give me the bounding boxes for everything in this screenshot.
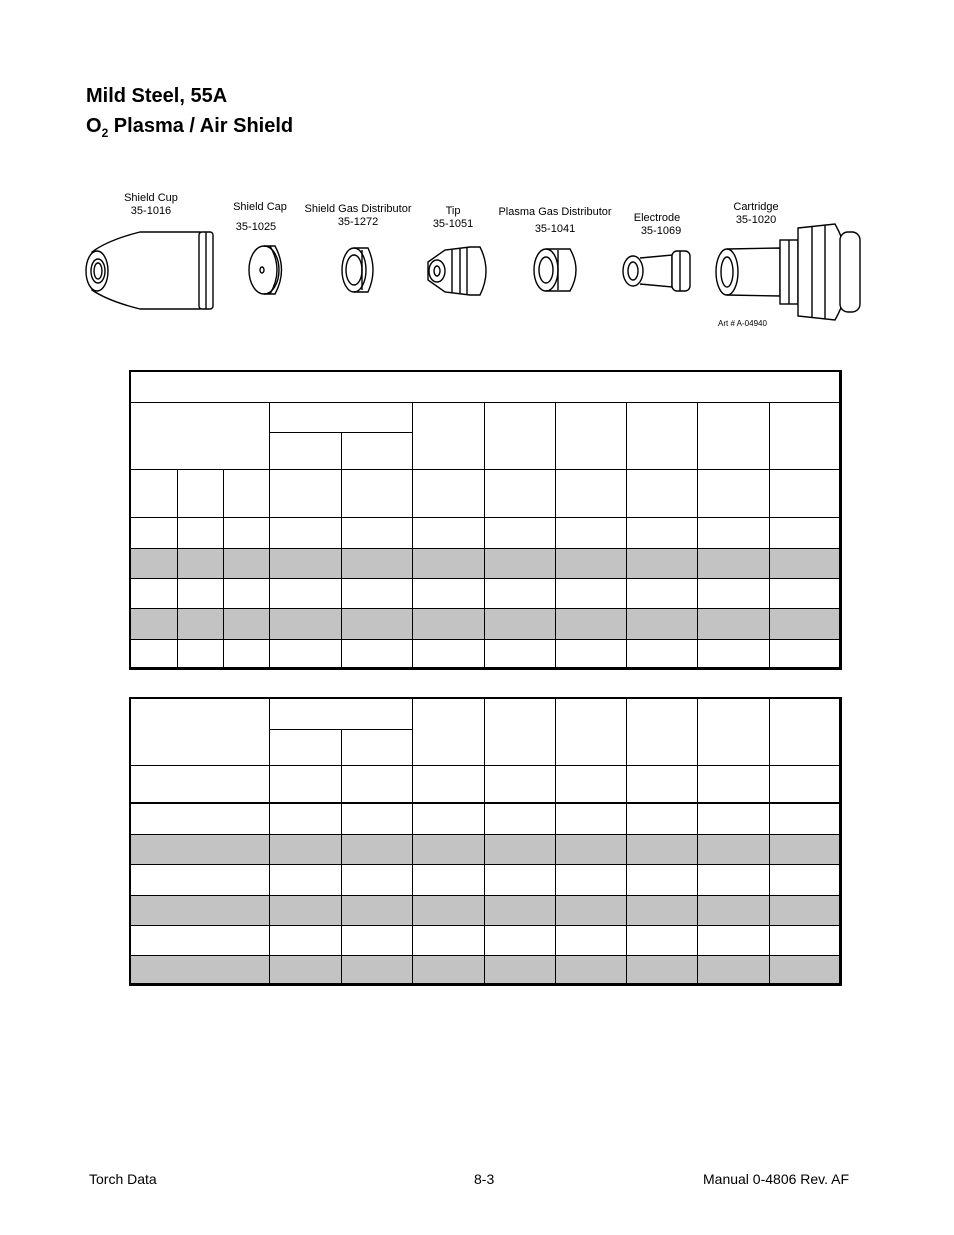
footer-section-name: Torch Data (89, 1171, 157, 1187)
table2-header-cell (412, 698, 484, 765)
table2-header-cell (484, 698, 555, 765)
subtitle-subscript: 2 (101, 126, 109, 140)
table2-header-cell (269, 729, 341, 765)
table2-header-cell (341, 729, 412, 765)
table1-header-cell (555, 402, 626, 469)
torch-parts-illustration (0, 0, 954, 340)
electrode-icon (623, 251, 690, 291)
part-label-electrode: Electrode 35-1069 (633, 212, 682, 237)
part-label-shield-cup: Shield Cup 35-1016 (124, 192, 178, 217)
table1-header-cell (626, 402, 697, 469)
part-label-shield-gas-distributor: Shield Gas Distributor 35-1272 (304, 203, 412, 228)
table-row (130, 864, 840, 895)
table-row (130, 548, 840, 578)
table2-header-cell (269, 698, 412, 729)
table-row (130, 803, 840, 834)
table1-title-cell (130, 371, 840, 402)
tip-icon (428, 247, 486, 295)
table1-header-cell (341, 432, 412, 469)
footer-page-number: 8-3 (474, 1171, 495, 1187)
table2-units-row (130, 765, 840, 803)
table1-header-cell (697, 402, 769, 469)
shield-gas-distributor-icon (342, 248, 373, 292)
part-label-plasma-gas-distributor: Plasma Gas Distributor 35-1041 (498, 206, 612, 235)
table-row (130, 834, 840, 864)
table1-header-cell (484, 402, 555, 469)
table2-header-cell (697, 698, 769, 765)
table-row (130, 578, 840, 608)
table1-header-cell (412, 402, 484, 469)
shield-cup-icon (86, 232, 213, 309)
subtitle-o: O (86, 115, 102, 137)
cut-chart-table-imperial (129, 697, 842, 986)
part-label-shield-cap: Shield Cap 35-1025 (233, 201, 287, 233)
table-row (130, 895, 840, 925)
footer-manual-revision: Manual 0-4806 Rev. AF (703, 1171, 850, 1187)
table2-header-cell (555, 698, 626, 765)
shield-cap-icon (249, 246, 282, 294)
table1-header-cell (269, 402, 412, 432)
table-row (130, 517, 840, 548)
cartridge-icon (716, 224, 860, 320)
table2-header-cell (626, 698, 697, 765)
table1-header-cell (130, 402, 269, 469)
table-row (130, 608, 840, 639)
art-number: Art # A-04940 (718, 319, 767, 328)
part-label-cartridge: Cartridge 35-1020 (733, 201, 779, 226)
table-row (130, 925, 840, 955)
subtitle-rest: Plasma / Air Shield (108, 115, 294, 137)
table1-units-row (130, 469, 840, 517)
table1-header-cell (269, 432, 341, 469)
cut-chart-table-metric (129, 370, 842, 670)
table-row (130, 955, 840, 984)
page-title: Mild Steel, 55A (86, 85, 228, 107)
part-label-tip: Tip 35-1051 (432, 205, 474, 230)
plasma-gas-distributor-icon (534, 249, 576, 291)
table2-header-cell (130, 698, 269, 765)
table1-header-cell (769, 402, 840, 469)
table-row (130, 639, 840, 668)
table2-header-cell (769, 698, 840, 765)
